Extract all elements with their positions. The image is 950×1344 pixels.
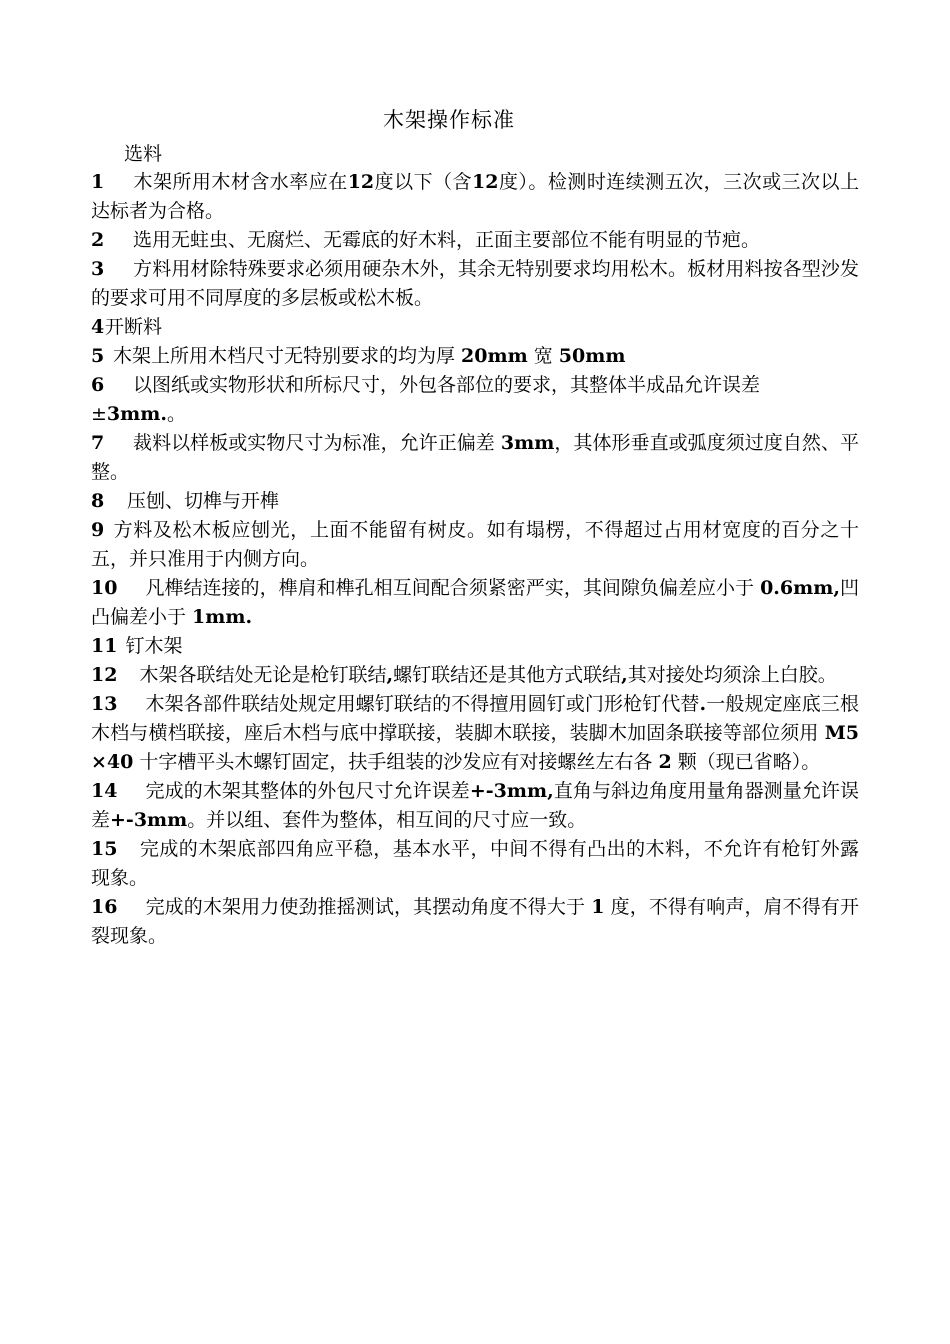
item-number: 11 [91,635,118,657]
item-text-segment: 其对接处均须涂上白胶。 [627,664,837,686]
item-text-segment: 。 [166,403,186,425]
list-item [91,371,859,400]
item-text-segment: 度以下（含 [374,171,473,193]
item-text-segment: 完成的木架其整体的外包尺寸允许误差 [145,780,470,802]
document-title: 木架操作标准 [383,108,515,132]
item-number: 15 [91,838,118,860]
item-text-segment: 一般规定座底三根木档与横档联接，座后木档与底中撑联接，装脚木联接，装脚木加固条联接等部位须用 [91,693,859,744]
item-text-segment: 1mm. [192,606,253,628]
item-text-segment: 完成的木架底部四角应平稳，基本水平，中间不得有凸出的木料，不允许有枪钉外露现象。 [91,838,859,889]
list-item [91,313,859,342]
list-item [91,516,859,574]
list-item [91,574,859,632]
item-number: 16 [91,896,118,918]
list-item [91,342,859,371]
item-number: 9 [91,519,105,541]
item-number: 3 [91,258,105,280]
item-text-segment: ± [91,403,107,425]
item-text-segment: 压刨、切榫与开榫 [127,490,280,512]
item-number: 10 [91,577,118,599]
item-text-segment: 直角与斜边角度用量角器测量允许误差 [91,780,859,831]
item-text-segment: 木架各联结处无论是枪钉联结 [139,664,387,686]
item-number: 8 [91,490,105,512]
item-text-segment: 0.6mm, [760,577,840,599]
item-text-segment: 颗（现已省略）。 [671,751,821,773]
item-text-segment: 钉木架 [125,635,183,657]
document-body [91,168,859,951]
list-item [91,226,859,255]
list-item [91,777,859,835]
item-text-segment: 50mm [558,345,626,367]
list-item [91,835,859,893]
item-text-segment: 螺钉联结还是其他方式联结 [393,664,622,686]
item-text-segment: . [699,693,707,715]
item-number: 5 [91,345,105,367]
item-text-segment: 以图纸或实物形状和所标尺寸，外包各部位的要求，其整体半成品允许误差 [133,374,761,396]
item-text-segment: 木架各部件联结处规定用螺钉联结的不得擅用圆钉或门形枪钉代替 [145,693,700,715]
item-text-segment: 木架所用木材含水率应在 [133,171,348,193]
list-item [91,690,859,777]
item-number: 14 [91,780,118,802]
item-text-segment: 裁料以样板或实物尺寸为标准，允许正偏差 [133,432,501,454]
item-text-segment: 度）。检测时连续测五次，三次或三次以上达标者为合格。 [91,171,859,222]
item-text-segment: M5×40 [91,722,859,773]
list-item-continuation [91,400,859,429]
list-item [91,893,859,951]
item-text-segment: 十字槽平头木螺钉固定，扶手组装的沙发应有对接螺丝左右各 [133,751,659,773]
item-text-segment: 凡榫结连接的，榫肩和榫孔相互间配合须紧密严实，其间隙负偏差应小于 [145,577,761,599]
item-text-segment: 方料及松木板应刨光，上面不能留有树皮。如有塌楞，不得超过占用材宽度的百分之十五，并只准用于内侧方向。 [91,519,859,570]
item-text-segment: 宽 [527,345,559,367]
list-item [91,429,859,487]
item-text-segment: 选用无蛀虫、无腐烂、无霉底的好木料，正面主要部位不能有明显的节疤。 [133,229,761,251]
section-heading: 选料 [124,143,163,165]
item-text-segment: 度，不得有响声，肩不得有开裂现象。 [91,896,859,947]
item-text-segment: , [386,664,394,686]
list-item [91,487,859,516]
item-text-segment: +-3mm, [469,780,554,802]
item-text-segment: 1 [591,896,605,918]
item-number: 13 [91,693,118,715]
item-text-segment: 。并以组、套件为整体，相互间的尺寸应一致。 [187,809,587,831]
item-text-segment: ，其体形垂直或弧度须过度自然、平整。 [91,432,859,483]
item-text-segment: 3mm [500,432,555,454]
list-item [91,168,859,226]
item-number: 12 [91,664,118,686]
item-text-segment: 完成的木架用力使劲推摇测试，其摆动角度不得大于 [145,896,592,918]
item-text-segment: 12 [347,171,375,193]
list-item [91,255,859,313]
item-number: 7 [91,432,105,454]
item-text-segment: 开断料 [105,316,163,338]
list-item [91,661,859,690]
item-text-segment: , [621,664,628,686]
item-text-segment: 3mm. [106,403,167,425]
item-text-segment: 12 [472,171,499,193]
item-number: 2 [91,229,105,251]
item-text-segment: 2 [658,751,672,773]
item-number: 1 [91,171,105,193]
item-text-segment: +-3mm [110,809,188,831]
list-item [91,632,859,661]
item-number: 4 [91,316,105,338]
item-text-segment: 方料用材除特殊要求必须用硬杂木外，其余无特别要求均用松木。板材用料按各型沙发的要求可用不同厚度的多层板或松木板。 [91,258,859,309]
item-text-segment: 20mm [461,345,528,367]
item-number: 6 [91,374,105,396]
item-text-segment: 木架上所用木档尺寸无特别要求的均为厚 [113,345,462,367]
item-text-segment: 凹凸偏差小于 [91,577,859,628]
